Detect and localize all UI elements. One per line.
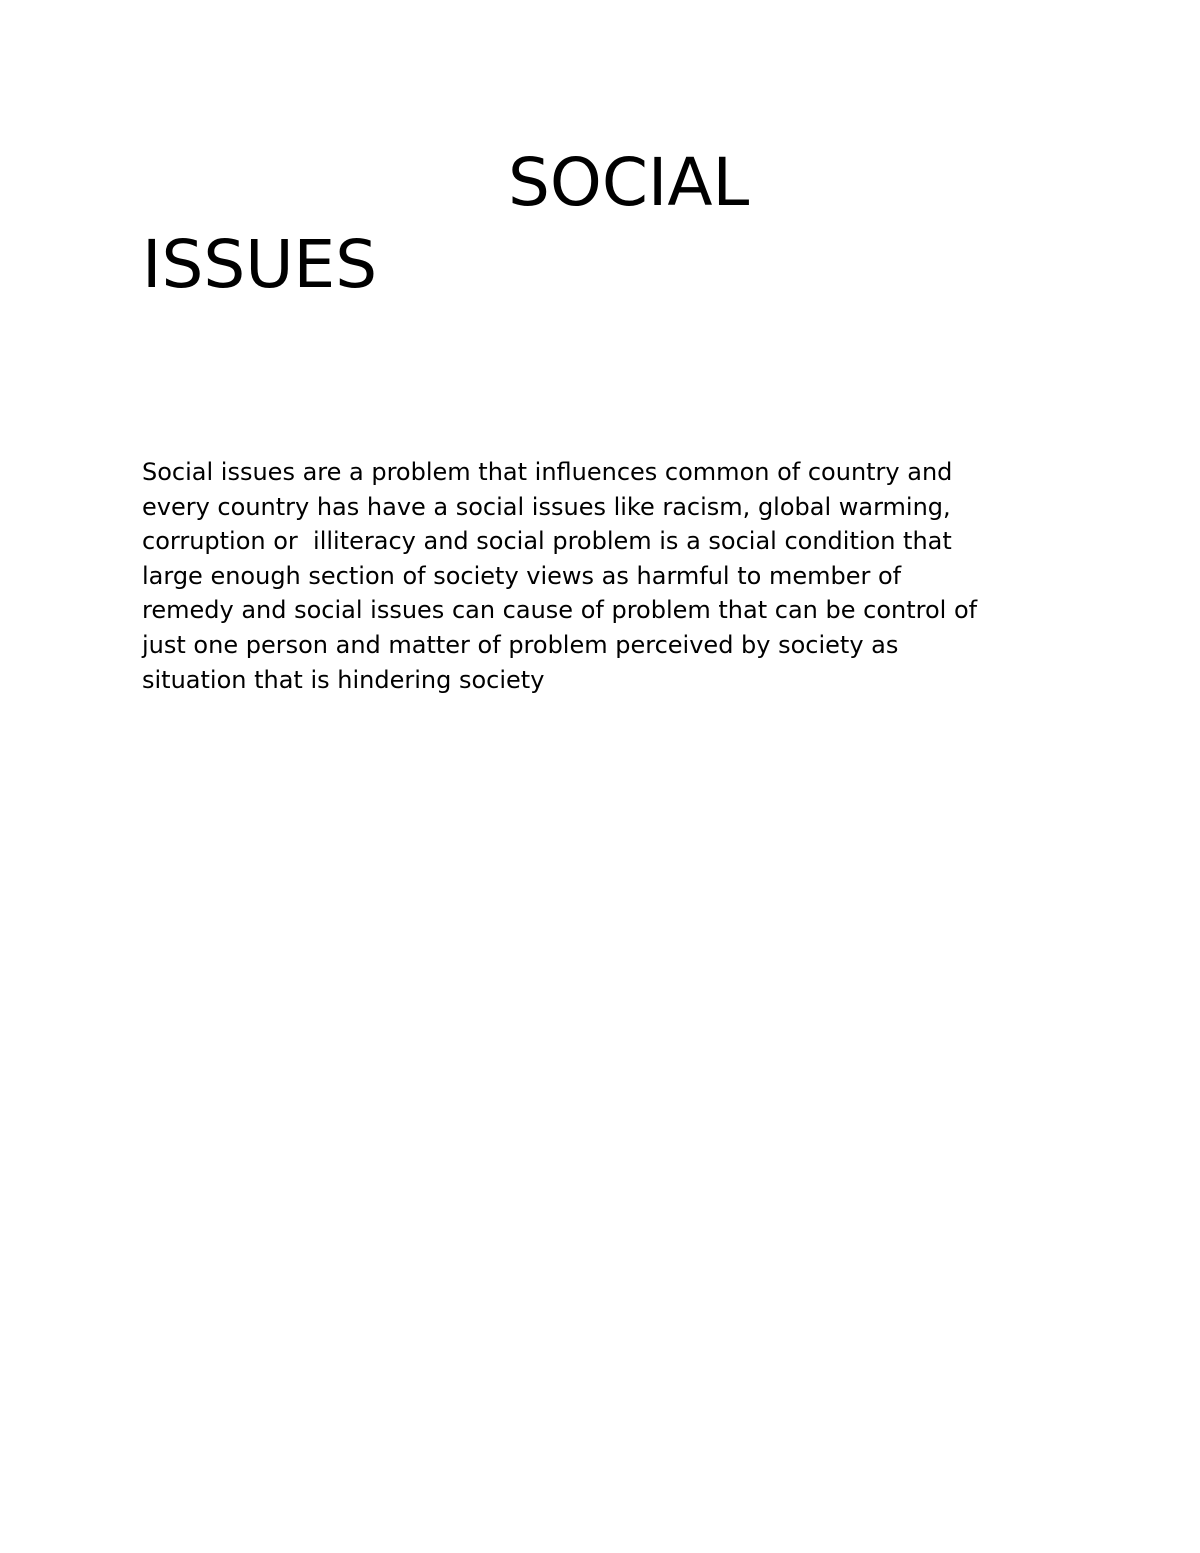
body-line: large enough section of society views as harmful to member of [142,561,902,590]
body-line: every country has have a social issues like racism, global warming, [142,492,951,521]
body-line: Social issues are a problem that influences common of country and [142,458,953,486]
document-title-line-2: ISSUES [142,226,378,303]
body-paragraph [142,455,977,697]
body-line: remedy and social issues can cause of problem that can be control of [142,596,978,625]
document-title-line-1: SOCIAL [508,144,750,221]
body-line: situation that is hindering society [142,665,545,694]
body-line: corruption or illiteracy and social problem is a social condition that [142,527,952,556]
body-line: just one person and matter of problem perceived by society as [142,630,899,659]
